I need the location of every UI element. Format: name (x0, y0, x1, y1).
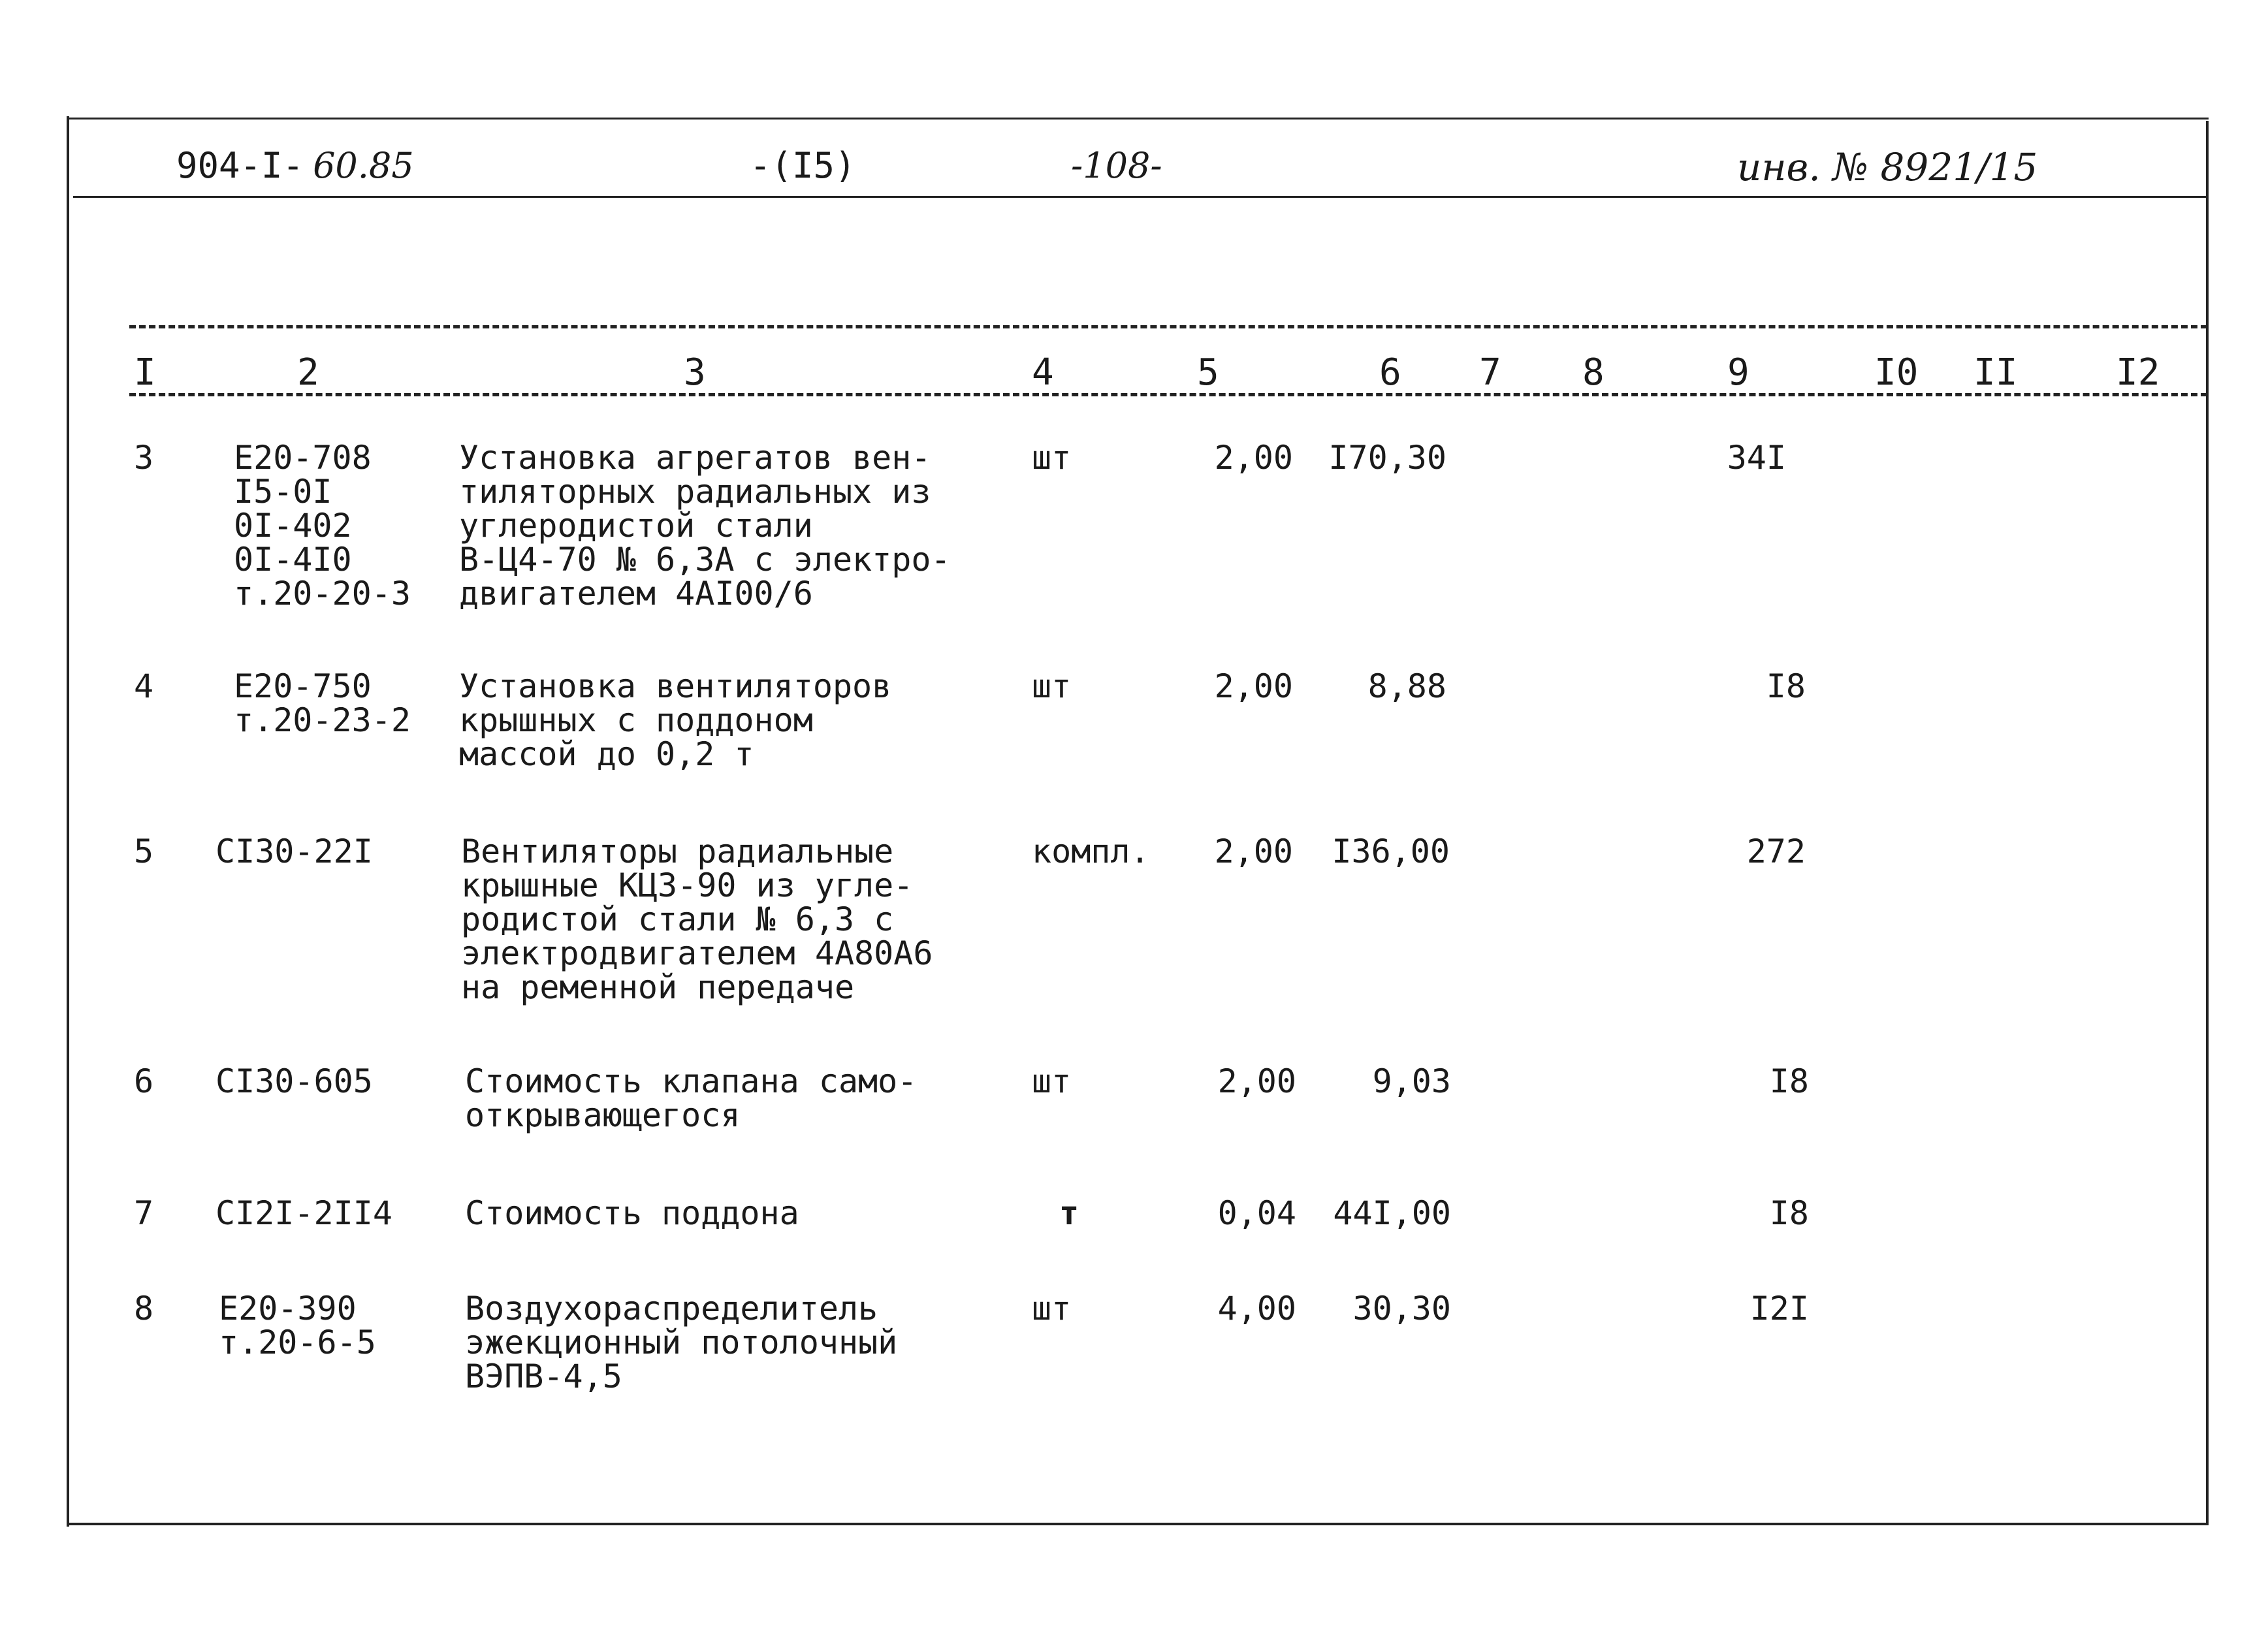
frame-left-border (67, 116, 69, 1527)
header-rule (73, 196, 2207, 198)
code-line: 0I-4I0 (234, 541, 352, 579)
row-quantity: 2,00 (1214, 439, 1293, 477)
row-unit: компл. (1032, 833, 1150, 870)
frame-right-border (2206, 121, 2209, 1525)
column-number-7: 7 (1479, 351, 1501, 394)
row-codes (234, 669, 411, 737)
description-line: Вентиляторы радиальные (461, 833, 894, 870)
row-description (465, 1196, 799, 1230)
column-number-6: 6 (1379, 351, 1401, 394)
description-line: двигателем 4АI00/6 (459, 575, 813, 612)
code-line: т.20-6-5 (219, 1324, 376, 1361)
row-total: I2I (1749, 1290, 1809, 1327)
description-line: родистой стали № 6,3 с (461, 900, 894, 938)
description-line: на ременной передаче (461, 968, 855, 1006)
row-quantity: 2,00 (1217, 1062, 1296, 1100)
code-line: CI30-605 (216, 1062, 373, 1100)
column-number-8: 8 (1582, 351, 1605, 394)
row-codes (216, 1196, 392, 1230)
row-total: I8 (1766, 667, 1806, 705)
row-total: I8 (1769, 1062, 1809, 1100)
row-quantity: 2,00 (1214, 833, 1293, 870)
row-quantity: 2,00 (1214, 667, 1293, 705)
code-line: 0I-402 (234, 507, 352, 545)
section-number: -(I5) (750, 145, 856, 186)
column-number-4: 4 (1032, 351, 1054, 394)
row-number: 4 (134, 667, 154, 705)
column-number-2: 2 (297, 351, 319, 394)
row-unit-price: 8,88 (1367, 667, 1446, 705)
code-line: CI2I-2II4 (216, 1194, 392, 1232)
column-number-5: 5 (1197, 351, 1219, 394)
frame-bottom-border (67, 1523, 2209, 1525)
row-codes (216, 1064, 373, 1098)
row-unit-price: 44I,00 (1333, 1194, 1451, 1232)
description-line: Установка вентиляторов (459, 667, 892, 705)
row-codes (219, 1292, 376, 1359)
code-line: E20-390 (219, 1290, 357, 1327)
description-line: эжекционный потолочный (465, 1324, 898, 1361)
row-codes (216, 834, 373, 868)
row-description (461, 834, 933, 1004)
row-description (459, 669, 891, 771)
column-number-9: 9 (1727, 351, 1749, 394)
row-unit-price: 9,03 (1372, 1062, 1451, 1100)
row-description (459, 441, 951, 611)
row-unit: шт (1032, 439, 1072, 477)
frame-top-border (67, 118, 2209, 119)
description-line: Стоимость поддона (465, 1194, 799, 1232)
row-total: I8 (1769, 1194, 1809, 1232)
row-unit: шт (1032, 1062, 1072, 1100)
doc-code (176, 145, 414, 186)
row-total: 34I (1727, 439, 1786, 477)
row-quantity: 4,00 (1217, 1290, 1296, 1327)
code-line: т.20-20-3 (234, 575, 411, 612)
row-unit-price: 30,30 (1352, 1290, 1451, 1327)
row-unit: шт (1032, 667, 1072, 705)
description-line: тиляторных радиальных из (459, 473, 931, 511)
doc-code-handwritten: 60.85 (313, 145, 414, 186)
row-unit: т (1059, 1194, 1079, 1232)
column-number-11: II (1973, 351, 2018, 394)
code-line: E20-750 (234, 667, 372, 705)
column-number-3: 3 (684, 351, 706, 394)
row-description (465, 1064, 917, 1132)
row-quantity: 0,04 (1217, 1194, 1296, 1232)
row-unit: шт (1032, 1290, 1072, 1327)
inventory-number: инв. № 8921/15 (1737, 145, 2038, 189)
code-line: т.20-23-2 (234, 701, 411, 739)
row-number: 5 (134, 833, 154, 870)
code-line: CI30-22I (216, 833, 373, 870)
column-number-12: I2 (2116, 351, 2160, 394)
column-number-1: I (134, 351, 156, 394)
doc-code-printed: 904-I- (176, 145, 304, 186)
description-line: Стоимость клапана само- (465, 1062, 918, 1100)
row-number: 7 (134, 1194, 154, 1232)
description-line: крышных с поддоном (459, 701, 813, 739)
description-line: В-Ц4-70 № 6,3А с электро- (459, 541, 951, 579)
description-line: открывающегося (465, 1096, 741, 1134)
description-line: углеродистой стали (459, 507, 813, 545)
row-unit-price: I36,00 (1332, 833, 1450, 870)
row-number: 3 (134, 439, 154, 477)
row-number: 8 (134, 1290, 154, 1327)
column-number-10: I0 (1874, 351, 1919, 394)
code-line: E20-708 (234, 439, 372, 477)
code-line: I5-0I (234, 473, 332, 511)
row-description (465, 1292, 897, 1393)
row-total: 272 (1746, 833, 1806, 870)
column-header-top-rule (129, 325, 2207, 328)
description-line: Воздухораспределитель (465, 1290, 878, 1327)
description-line: ВЭПВ-4,5 (465, 1357, 622, 1395)
row-number: 6 (134, 1062, 154, 1100)
description-line: массой до 0,2 т (459, 735, 754, 773)
page-number: -108- (1071, 145, 1162, 186)
description-line: электродвигателем 4А80А6 (461, 934, 933, 972)
description-line: крышные КЦ3-90 из угле- (461, 866, 914, 904)
row-unit-price: I70,30 (1328, 439, 1446, 477)
description-line: Установка агрегатов вен- (459, 439, 931, 477)
row-codes (234, 441, 411, 611)
